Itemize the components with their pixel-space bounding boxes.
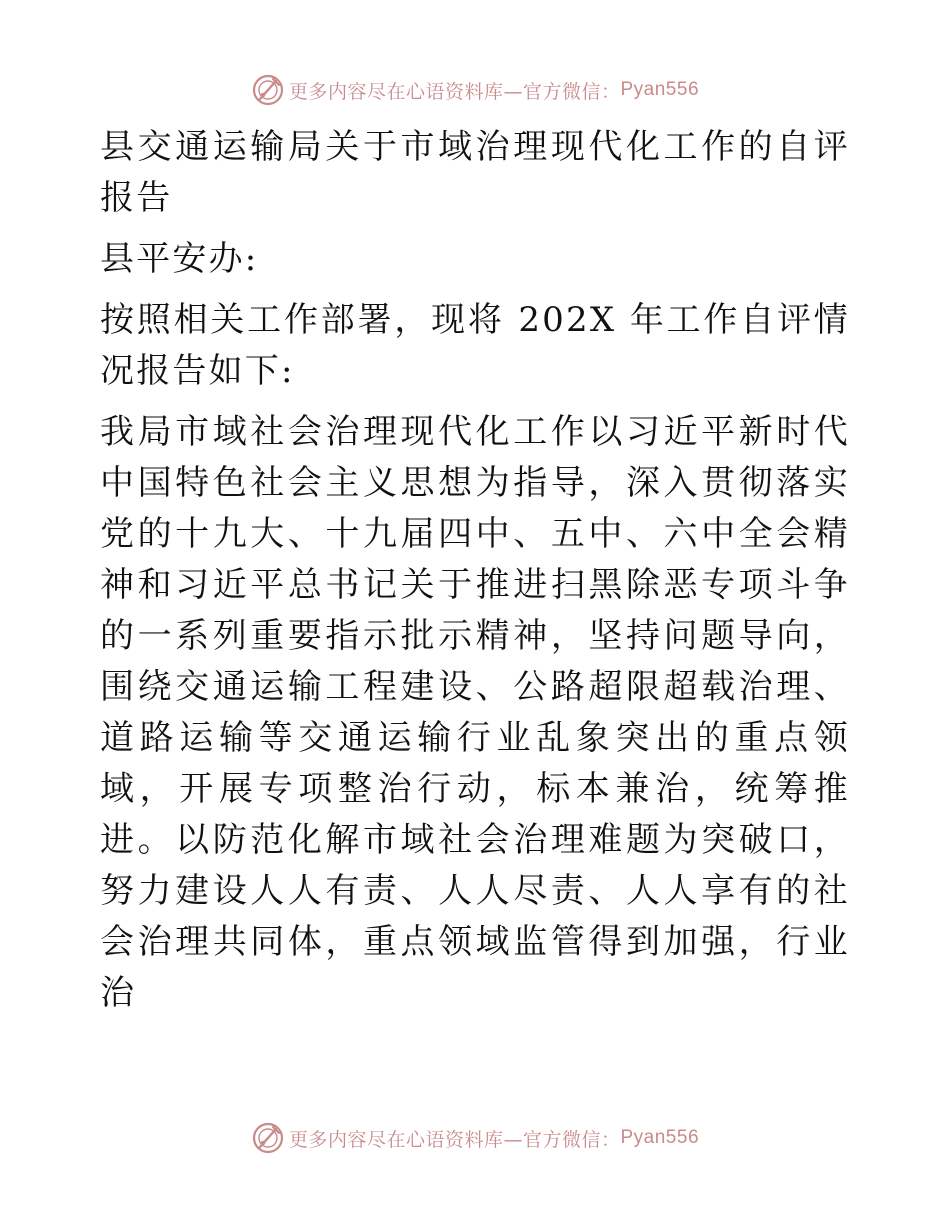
intro-paragraph: 按照相关工作部署，现将 202X 年工作自评情况报告如下: bbox=[100, 300, 850, 391]
watermark-text: 更多内容尽在心语资料库—官方微信： bbox=[288, 80, 621, 103]
body-paragraph: 我局市域社会治理现代化工作以习近平新时代中国特色社会主义思想为指导，深入贯彻落实党的十九大、十九届四中、五中、六中全会精神和习近平总书记关于推进扫黑除恶专项斗争的一系列重要指示批示精神，坚持问题导向，围绕交通运输工程建设、公路超限超载治理、道路运输等交通运输行业乱象突出的重点领域，开展专项整治行动，标本兼治，统筹推进。以防范化解市域社会治理难题为突破口，努力建设人人有责、人人尽责、人人享有的社会治理共同体，重点领域监管得到加强，行业治 bbox=[100, 412, 850, 1013]
watermark-account: Pyan556 bbox=[620, 1127, 700, 1148]
watermark-text: 更多内容尽在心语资料库—官方微信： bbox=[288, 1128, 621, 1151]
seal-logo-icon bbox=[251, 1121, 285, 1155]
watermark-account: Pyan556 bbox=[620, 79, 700, 100]
header-watermark bbox=[0, 70, 950, 110]
seal-logo-icon bbox=[251, 73, 285, 107]
document-title: 县交通运输局关于市域治理现代化工作的自评报告 bbox=[100, 127, 850, 218]
document-body bbox=[100, 122, 850, 1019]
salutation: 县平安办: bbox=[100, 239, 259, 279]
footer-watermark bbox=[0, 1118, 950, 1158]
